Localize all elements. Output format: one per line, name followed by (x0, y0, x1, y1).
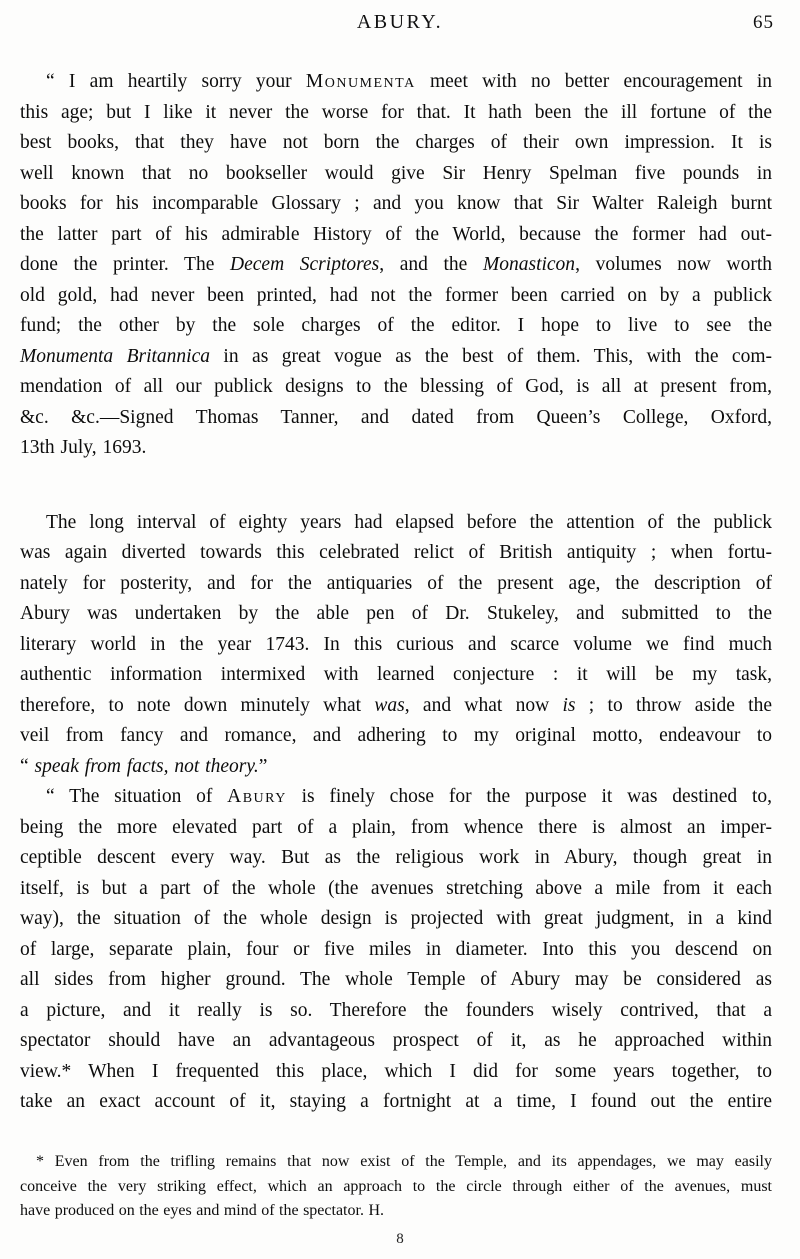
text-run: take an exact account of it, staying a fortnight at a time, I found out the entire (20, 1091, 772, 1112)
text-run: meet with no better encouragement in (415, 71, 772, 92)
text-run: “ The situation of (46, 786, 228, 807)
page-number: 65 (753, 12, 774, 33)
text-run: this age; but I like it never the worse for that. It hath been the ill fortune of the (20, 101, 772, 123)
text-run: The long interval of eighty years had elapsed before the attention of the publick (46, 511, 772, 533)
paragraph-stukeley-intro (20, 508, 772, 783)
text-run: literary world in the year 1743. In this curious and scarce volume we find much (20, 633, 772, 655)
text-line (20, 98, 772, 129)
text-run: all sides from higher ground. The whole Temple of Abury may be considered as (20, 969, 772, 990)
text-line (20, 433, 772, 464)
text-line (20, 1026, 772, 1057)
text-line (20, 782, 772, 813)
text-run: Abury was undertaken by the able pen of Dr. Stukeley, and submitted to the (20, 603, 772, 624)
text-run: “ I am heartily sorry your (46, 71, 306, 92)
text-line (20, 189, 772, 220)
text-line (20, 538, 772, 569)
text-run: done the printer. The (20, 254, 231, 275)
text-line (20, 874, 772, 905)
text-run: ; to throw aside the (575, 694, 772, 716)
text-run: is finely chose for the purpose it was destined to, (286, 786, 773, 807)
text-run: mendation of all our publick designs to the blessing of God, is all at present from, (20, 376, 772, 397)
text-run: conceive the very striking effect, which an approach to the circle through either of the avenues, must (20, 1177, 772, 1195)
text-line (20, 67, 772, 98)
text-run: fund; the other by the sole charges of the editor. I hope to live to see the (20, 315, 772, 336)
body-text (20, 67, 772, 1118)
text-run: of large, separate plain, four or five miles in diameter. Into this you descend on (20, 938, 772, 960)
text-run: well known that no bookseller would give Sir Henry Spelman five pounds in (20, 162, 772, 184)
italic-text: Decem Scriptores (230, 254, 380, 275)
text-line (20, 721, 772, 752)
text-run: 13th July, 1693. (20, 437, 147, 458)
text-line (20, 691, 772, 722)
page-header (0, 11, 800, 39)
text-line (20, 569, 772, 600)
italic-text: Monasticon (482, 254, 576, 275)
text-run: “ (20, 755, 35, 777)
text-run: best books, that they have not born the charges of their own impression. It is (20, 132, 772, 153)
text-line (20, 1175, 772, 1200)
text-run: ceptible descent every way. But as the religious work in Abury, though great in (20, 847, 772, 868)
text-run: nately for posterity, and for the antiquaries of the present age, the description of (20, 572, 772, 594)
text-run: books for his incomparable Glossary ; and you know that Sir Walter Raleigh burnt (20, 193, 772, 214)
text-run: spectator should have an advantageous prospect of it, as he approached within (20, 1030, 772, 1051)
text-line (20, 1087, 772, 1118)
text-line (20, 599, 772, 630)
text-line (20, 342, 772, 373)
signature-mark: 8 (396, 1231, 404, 1247)
italic-text: speak from facts, not theory. (34, 755, 259, 777)
text-run: have produced on the eyes and mind of the spectator. H. (20, 1202, 384, 1219)
text-run: a picture, and it really is so. Therefore the founders wisely contrived, that a (20, 999, 772, 1021)
text-run: , and the (379, 254, 483, 275)
text-line (20, 311, 772, 342)
text-line (20, 250, 772, 281)
text-line (20, 904, 772, 935)
text-line (20, 935, 772, 966)
text-line (20, 660, 772, 691)
text-line (20, 1150, 772, 1175)
text-run: way), the situation of the whole design is projected with great judgment, in a kind (20, 908, 772, 929)
text-line (20, 403, 772, 434)
text-run: authentic information intermixed with learned conjecture : it will be my task, (20, 664, 772, 685)
text-line (20, 372, 772, 403)
paragraph-tanner-letter (20, 67, 772, 464)
text-run: therefore, to note down minutely what (20, 694, 375, 716)
text-run: * Even from the trifling remains that now exist of the Temple, and its appendages, we may easily (36, 1153, 772, 1170)
paragraph-situation-quote (20, 782, 772, 1118)
running-title: ABURY. (356, 11, 444, 33)
text-line (20, 220, 772, 251)
text-line (20, 508, 772, 539)
text-run: was again diverted towards this celebrated relict of British antiquity ; when fortu- (20, 542, 772, 563)
italic-text: is (562, 694, 576, 716)
text-line (20, 1199, 772, 1224)
smallcaps-text: Abury (227, 786, 287, 807)
text-run: in as great vogue as the best of them. This, with the com- (210, 345, 773, 367)
text-run: being the more elevated part of a plain, from whence there is almost an imper- (20, 816, 772, 838)
text-run: , volumes now worth (575, 254, 772, 275)
text-run: old gold, had never been printed, had not the former been carried on by a publick (20, 284, 772, 306)
text-run: itself, is but a part of the whole (the avenues stretching above a mile from it each (20, 877, 772, 899)
text-line (20, 752, 772, 783)
smallcaps-text: Monumenta (305, 71, 416, 92)
text-run: &c. &c.—Signed Thomas Tanner, and dated from Queen’s College, Oxford, (20, 406, 772, 428)
text-line (20, 813, 772, 844)
text-line (20, 281, 772, 312)
text-run: ” (258, 755, 268, 777)
text-line (20, 843, 772, 874)
footnote (20, 1150, 772, 1224)
text-line (20, 965, 772, 996)
text-line (20, 159, 772, 190)
text-line (20, 996, 772, 1027)
text-line (20, 128, 772, 159)
text-run: veil from fancy and romance, and adhering to my original motto, endeavour to (20, 725, 772, 746)
text-line (20, 630, 772, 661)
italic-text: Monumenta Britannica (20, 345, 210, 367)
text-run: , and what now (404, 694, 563, 716)
text-run: view.* When I frequented this place, which I did for some years together, to (20, 1060, 772, 1082)
text-run: the latter part of his admirable History of the World, because the former had out- (20, 223, 772, 245)
text-line (20, 1057, 772, 1088)
italic-text: was (374, 694, 405, 716)
